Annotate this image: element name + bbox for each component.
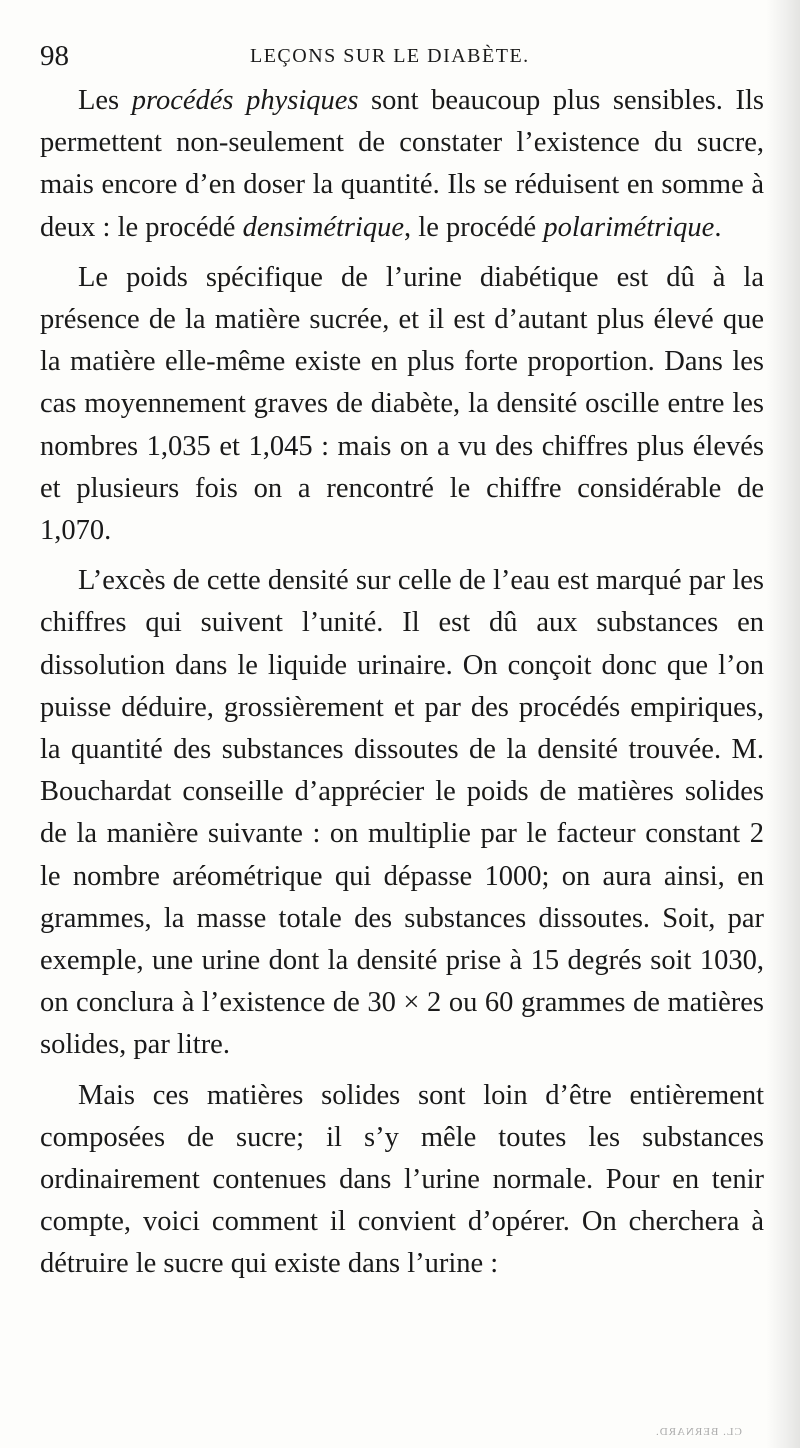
page-number: 98 — [40, 40, 69, 72]
page-edge-shadow — [766, 0, 800, 1448]
running-title: LEÇONS SUR LE DIABÈTE. — [250, 45, 530, 67]
text-run: L’excès de cette densité sur celle de l’eau est marqué par les chiffres qui suivent l’unité. Il est dû aux substances en dissolution dans le liquide urinaire. On conçoit donc que l’on puisse déduire, grossièrement et par des procédés empiriques, la quantité des substances dissoutes de la densité trouvée. M. Bouchardat conseille d’apprécier le poids de matières solides de la manière suivante : on multiplie par le facteur constant 2 le nombre aréométrique qui dépasse 1000; on aura ainsi, en grammes, la masse totale des substances dissoutes. Soit, par exemple, une urine dont la densité prise à 15 degrés soit 1030, on conclura à l’existence de 30 × 2 ou 60 grammes de matières solides, par litre. — [40, 565, 764, 1061]
text-run: sont beaucoup plus sensibles. Ils permettent non-seulement de constater l’existence du sucre, mais encore d’en doser la quantité. Ils se réduisent en somme à deux : le procédé — [40, 85, 764, 243]
italic-term: densimétrique — [242, 211, 405, 243]
paragraph — [40, 80, 764, 249]
text-run: . — [714, 211, 722, 243]
text-run: Mais ces matières solides sont loin d’être entièrement composées de sucre; il s’y mêle toutes les substances ordinairement contenues dans l’urine normale. Pour en tenir compte, voici comment il convient d’opérer. On cherchera à détruire le sucre qui existe dans l’urine : — [40, 1079, 764, 1280]
paragraph — [40, 1075, 764, 1286]
text-run: Les — [78, 85, 132, 116]
text-run: Le poids spécifique de l’urine diabétique est dû à la présence de la matière sucrée, et il est d’autant plus élevé que la matière elle-même existe en plus forte proportion. Dans les cas moyennement graves de diabète, la densité oscille entre les nombres 1,035 et 1,045 : mais on a vu des chiffres plus élevés et plusieurs fois on a rencontré le chiffre considérable de 1,070. — [40, 261, 764, 547]
paragraph — [40, 257, 764, 552]
body-text — [40, 80, 764, 1294]
italic-term: polarimétrique — [543, 211, 715, 243]
italic-term: procédés physiques — [131, 85, 359, 116]
running-head — [40, 36, 760, 76]
printer-mark: CL. BERNARD. — [655, 1426, 742, 1438]
text-run: , le procédé — [404, 211, 544, 243]
paragraph — [40, 560, 764, 1066]
